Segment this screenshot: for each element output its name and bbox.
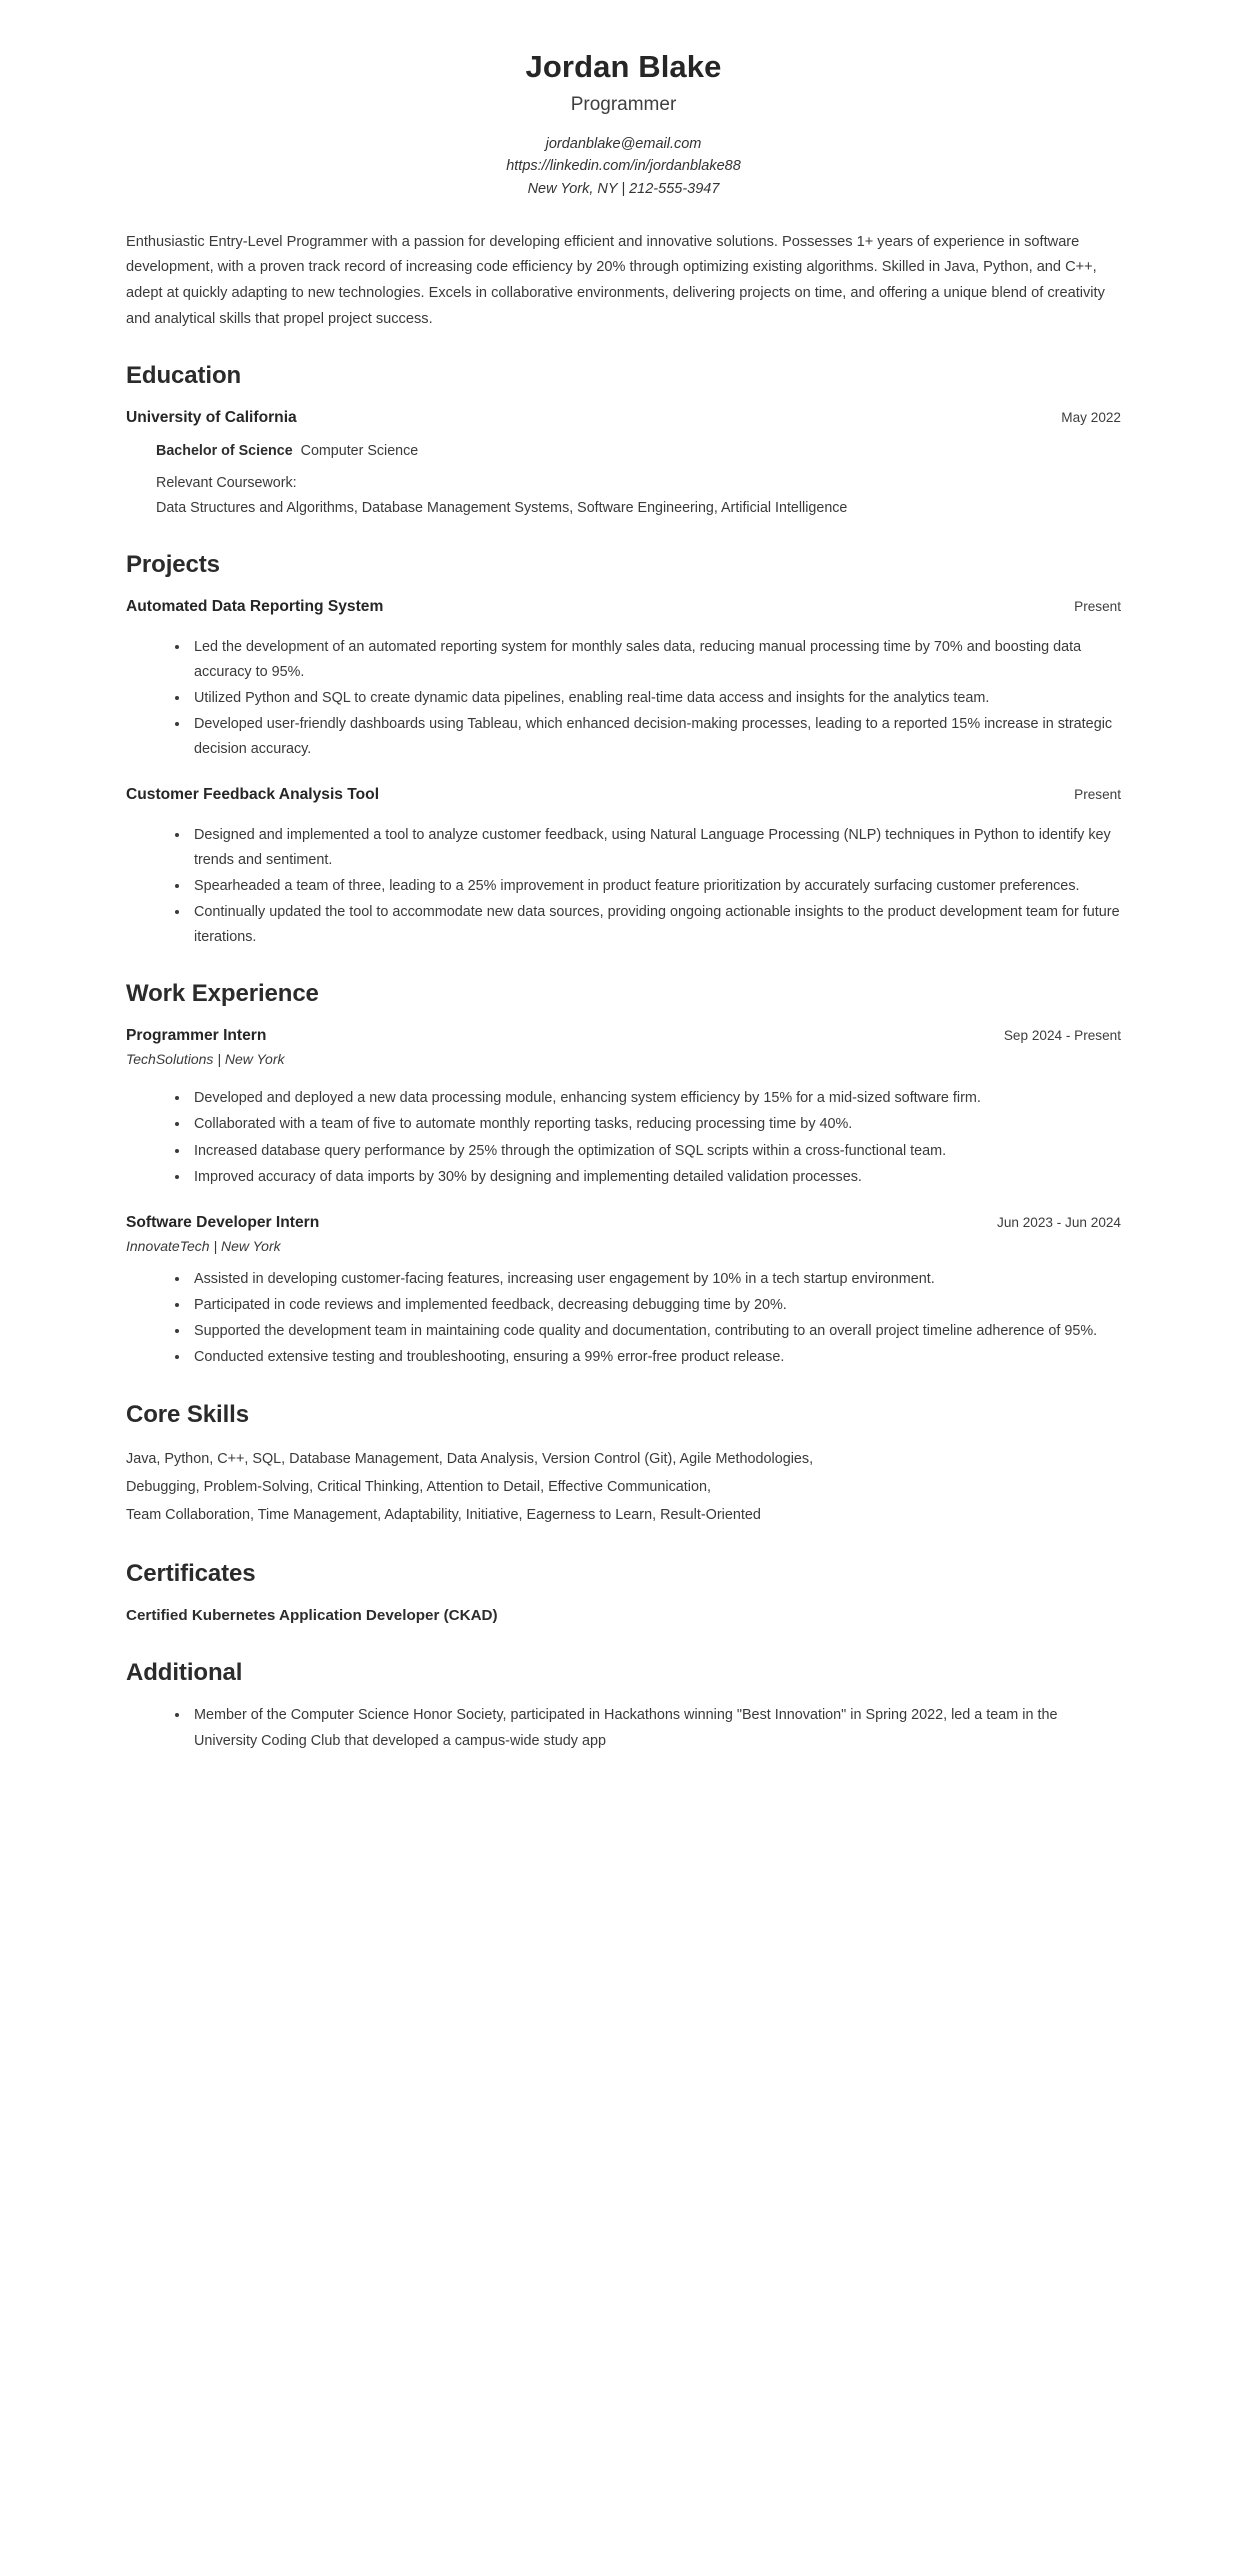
project-entry <box>126 596 1121 762</box>
list-item: Designed and implemented a tool to analyze customer feedback, using Natural Language Processing (NLP) techniques in Python to identify key trends and sentiment. <box>175 823 1121 873</box>
education-coursework-label: Relevant Coursework: <box>156 474 297 491</box>
project-entry-head <box>126 596 1121 619</box>
education-degree-line <box>156 440 1121 463</box>
list-item: Assisted in developing customer-facing features, increasing user engagement by 10% in a tech startup environment. <box>175 1267 1121 1292</box>
list-item: Supported the development team in maintaining code quality and documentation, contributing to an overall project timeline adherence of 95%. <box>175 1319 1121 1344</box>
work-date-range: Jun 2023 - Jun 2024 <box>997 1214 1121 1230</box>
contact-location-phone: New York, NY | 212-555-3947 <box>527 180 720 197</box>
education-degree: Bachelor of Science <box>156 442 293 459</box>
section-title-projects: Projects <box>126 551 220 579</box>
certificate-item: Certified Kubernetes Application Developer (CKAD) <box>126 1607 498 1625</box>
additional-bullet-list <box>126 1703 1121 1753</box>
project-date: Present <box>1074 787 1121 803</box>
education-coursework: Data Structures and Algorithms, Database Management Systems, Software Engineering, Artificial Intelligence <box>156 499 848 516</box>
skills-line: Java, Python, C++, SQL, Database Management, Data Analysis, Version Control (Git), Agile Methodologies, <box>126 1451 814 1468</box>
list-item: Spearheaded a team of three, leading to a 25% improvement in product feature prioritization by accurately surfacing customer preferences. <box>175 874 1121 899</box>
project-entry <box>126 784 1121 950</box>
work-date-range: Sep 2024 - Present <box>1003 1027 1121 1043</box>
education-entry <box>126 407 1121 521</box>
education-detail <box>126 440 1121 522</box>
list-item: Conducted extensive testing and troubleshooting, ensuring a 99% error-free product release. <box>175 1345 1121 1370</box>
project-entry-head <box>126 784 1121 807</box>
list-item: Led the development of an automated reporting system for monthly sales data, reducing manual processing time by 70% and boosting data accuracy to 95%. <box>175 635 1121 685</box>
work-company-location: InnovateTech | New York <box>126 1238 281 1255</box>
list-item: Developed user-friendly dashboards using Tableau, which enhanced decision-making processes, leading to a reported 15% increase in strategic decision accuracy. <box>175 712 1121 762</box>
list-item: Participated in code reviews and implemented feedback, decreasing debugging time by 20%. <box>175 1293 1121 1318</box>
work-bullet-list <box>126 1086 1121 1189</box>
section-projects <box>126 551 1121 950</box>
list-item: Utilized Python and SQL to create dynamic data pipelines, enabling real-time data access and insights for the analytics team. <box>175 686 1121 711</box>
section-work-experience <box>126 980 1121 1371</box>
section-title-additional: Additional <box>126 1658 243 1686</box>
project-bullet-list <box>126 635 1121 762</box>
education-school: University of California <box>126 409 297 427</box>
project-title: Customer Feedback Analysis Tool <box>126 786 380 804</box>
education-date: May 2022 <box>1061 410 1121 426</box>
candidate-name: Jordan Blake <box>525 49 722 84</box>
work-entry <box>126 1212 1121 1371</box>
contact-email[interactable]: jordanblake@email.com <box>545 136 702 153</box>
section-title-certificates: Certificates <box>126 1559 256 1587</box>
work-job-title: Programmer Intern <box>126 1026 267 1044</box>
section-core-skills <box>126 1401 1121 1530</box>
education-entry-head <box>126 407 1121 430</box>
work-entry-head <box>126 1212 1121 1235</box>
professional-summary: Enthusiastic Entry-Level Programmer with a passion for developing efficient and innovative solutions. Possesses 1+ years of experience in software development, with a proven track record of increasing code efficiency by 20% through optimizing existing algorithms. Skilled in Java, Python, and C++, adept at quickly adapting to new technologies. Excels in collaborative environments, delivering projects on time, and offering a unique blend of creativity and analytical skills that propel project success. <box>126 233 1105 327</box>
skills-line: Team Collaboration, Time Management, Adaptability, Initiative, Eagerness to Learn, Result-Oriented <box>126 1507 761 1524</box>
section-title-work-experience: Work Experience <box>126 980 319 1008</box>
section-certificates <box>126 1560 1121 1629</box>
list-item: Increased database query performance by 25% through the optimization of SQL scripts within a cross-functional team. <box>175 1139 1121 1164</box>
section-additional <box>126 1659 1121 1754</box>
contact-linkedin[interactable]: https://linkedin.com/in/jordanblake88 <box>506 158 741 175</box>
project-date: Present <box>1074 599 1121 615</box>
work-entry <box>126 1025 1121 1190</box>
work-entry-head <box>126 1025 1121 1048</box>
section-title-education: Education <box>126 362 242 390</box>
project-bullet-list <box>126 823 1121 950</box>
list-item: Collaborated with a team of five to automate monthly reporting tasks, reducing processing time by 40%. <box>175 1112 1121 1137</box>
page-bottom-spacer <box>126 1755 1121 1803</box>
section-education <box>126 362 1121 521</box>
work-bullet-list <box>126 1267 1121 1370</box>
candidate-job-title: Programmer <box>570 93 677 115</box>
list-item: Improved accuracy of data imports by 30% by designing and implementing detailed validation processes. <box>175 1165 1121 1190</box>
section-title-core-skills: Core Skills <box>126 1400 249 1428</box>
list-item: Developed and deployed a new data processing module, enhancing system efficiency by 15% for a mid-sized software firm. <box>175 1086 1121 1111</box>
skills-line: Debugging, Problem-Solving, Critical Thinking, Attention to Detail, Effective Communication, <box>126 1479 711 1496</box>
work-company-location: TechSolutions | New York <box>126 1051 285 1068</box>
list-item: Member of the Computer Science Honor Society, participated in Hackathons winning "Best Innovation" in Spring 2022, led a team in the University Coding Club that developed a campus-wide study app <box>175 1703 1121 1753</box>
resume-header <box>126 0 1121 200</box>
work-job-title: Software Developer Intern <box>126 1213 320 1231</box>
project-title: Automated Data Reporting System <box>126 598 384 616</box>
education-field: Computer Science <box>300 442 419 459</box>
list-item: Continually updated the tool to accommodate new data sources, providing ongoing actionable insights to the product development team for future iterations. <box>175 900 1121 950</box>
